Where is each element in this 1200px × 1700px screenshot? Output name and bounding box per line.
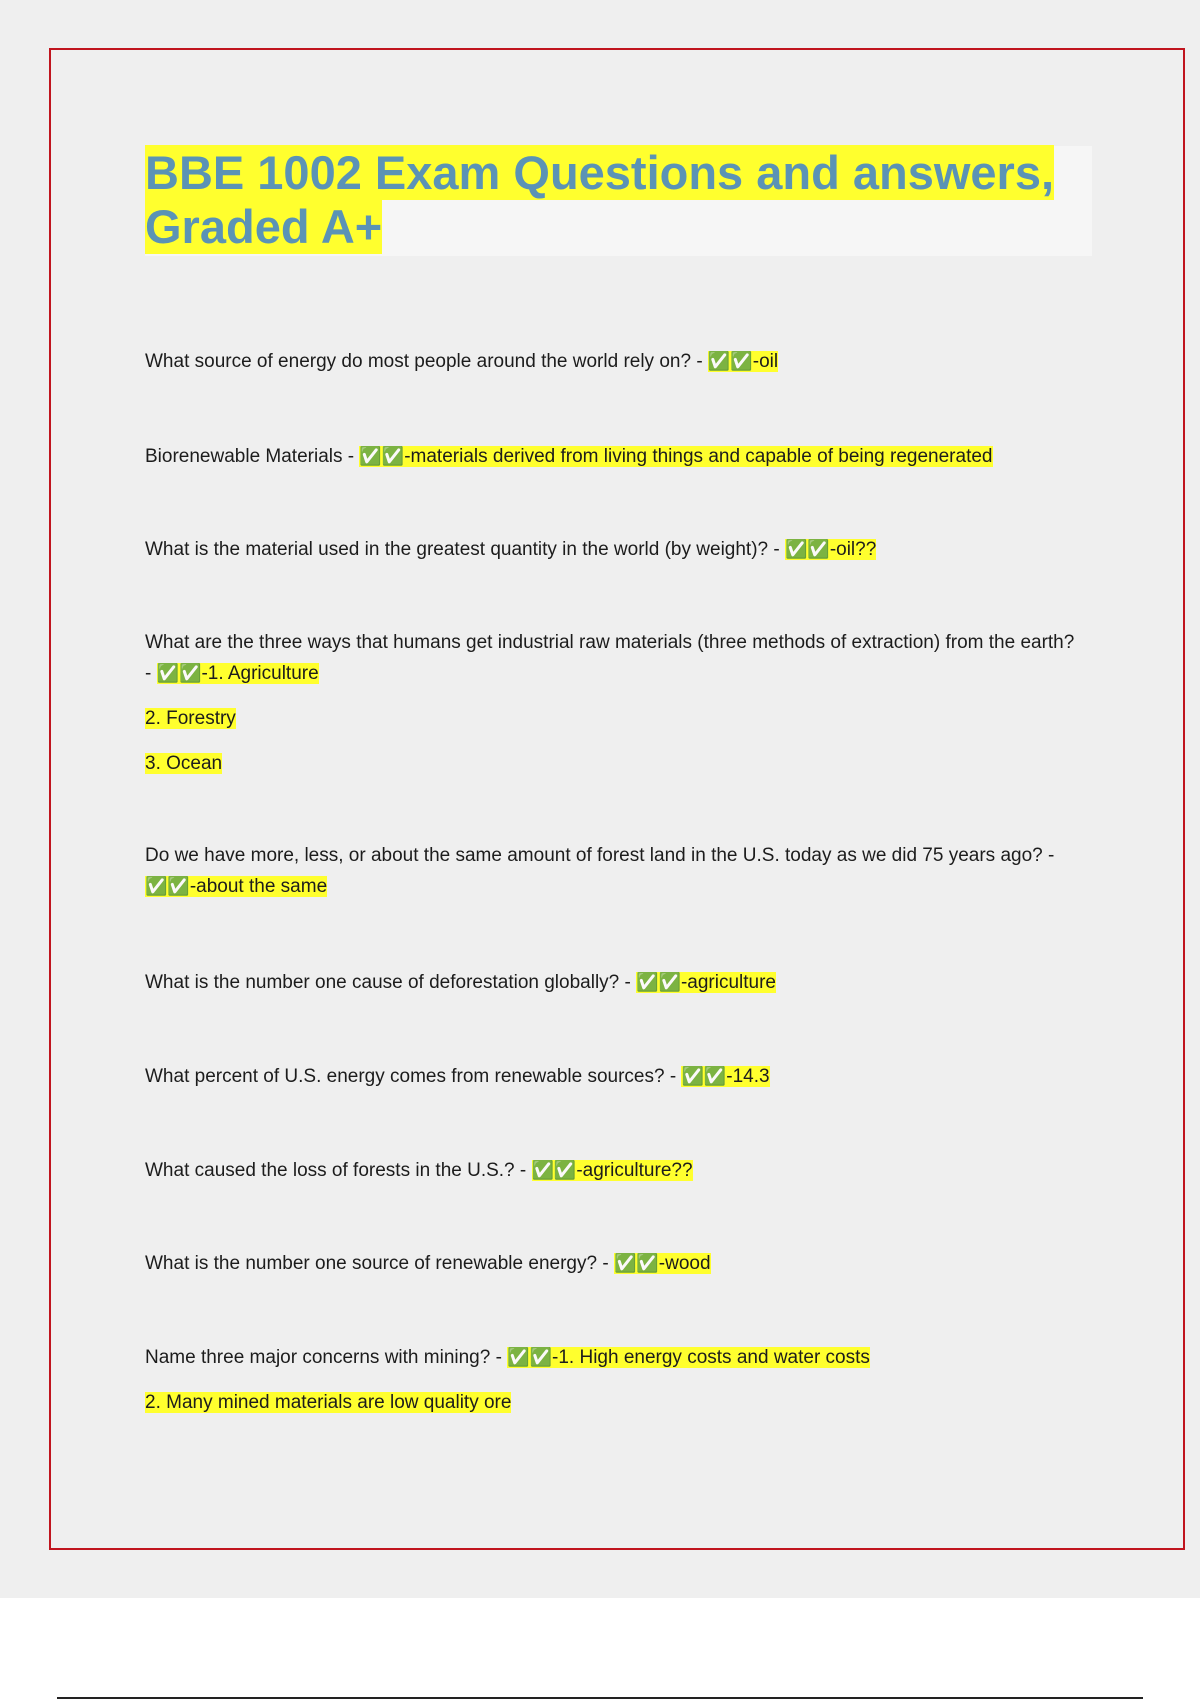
answer-highlight bbox=[532, 1160, 693, 1181]
double-check-icon: ✅✅ bbox=[681, 1066, 727, 1086]
answer-text: -agriculture?? bbox=[576, 1160, 693, 1181]
answer-highlight bbox=[636, 972, 776, 993]
question-text: Do we have more, less, or about the same amount of forest land in the U.S. today as we did 75 years ago? - bbox=[145, 845, 1055, 866]
qa-item-9 bbox=[145, 1248, 1085, 1279]
title-line-2: Graded A+ bbox=[145, 200, 383, 253]
double-check-icon: ✅✅ bbox=[145, 876, 190, 896]
answer-text: -1. Agriculture bbox=[201, 663, 319, 684]
qa-item-10 bbox=[145, 1342, 1085, 1373]
question-text: What is the number one cause of deforestation globally? - bbox=[145, 972, 637, 993]
answer-continuation-text: 2. Many mined materials are low quality ore bbox=[145, 1392, 512, 1413]
answer-highlight bbox=[145, 876, 327, 897]
qa-item-8 bbox=[145, 1155, 1085, 1186]
qa-item-5 bbox=[145, 840, 1085, 902]
double-check-icon: ✅✅ bbox=[707, 351, 753, 371]
answer-highlight bbox=[359, 446, 992, 467]
qa-item-6 bbox=[145, 967, 1085, 998]
answer-highlight bbox=[157, 663, 319, 684]
double-check-icon: ✅✅ bbox=[359, 446, 405, 466]
double-check-icon: ✅✅ bbox=[531, 1160, 577, 1180]
question-text: What are the three ways that humans get industrial raw materials (three methods of extraction) from the earth? - bbox=[145, 632, 1075, 684]
title-line-1: BBE 1002 Exam Questions and answers, bbox=[145, 146, 1055, 199]
question-text: Name three major concerns with mining? - bbox=[145, 1347, 508, 1368]
question-text: Biorenewable Materials - bbox=[145, 446, 360, 467]
double-check-icon: ✅✅ bbox=[784, 539, 830, 559]
answer-highlight bbox=[681, 1066, 769, 1087]
page-frame bbox=[49, 48, 1185, 1550]
answer-highlight bbox=[507, 1347, 870, 1368]
answer-continuation bbox=[145, 1389, 511, 1417]
question-text: What is the material used in the greatest quantity in the world (by weight)? - bbox=[145, 539, 785, 560]
qa-item-4 bbox=[145, 627, 1085, 689]
answer-text: -1. High energy costs and water costs bbox=[552, 1347, 870, 1368]
document-title bbox=[145, 146, 1095, 254]
double-check-icon: ✅✅ bbox=[636, 972, 681, 992]
question-text: What percent of U.S. energy comes from renewable sources? - bbox=[145, 1066, 682, 1087]
qa-item-3 bbox=[145, 534, 1085, 565]
answer-text: -about the same bbox=[189, 876, 328, 897]
qa-item-1 bbox=[145, 346, 1085, 377]
answer-continuation-text: 3. Ocean bbox=[145, 753, 223, 774]
footer-rule bbox=[57, 1697, 1143, 1699]
answer-text: -materials derived from living things and capable of being regenerated bbox=[404, 446, 993, 467]
question-text: What is the number one source of renewable energy? - bbox=[145, 1253, 614, 1274]
qa-item-7 bbox=[145, 1061, 1085, 1092]
answer-continuation-text: 2. Forestry bbox=[145, 708, 236, 729]
answer-highlight bbox=[614, 1253, 711, 1274]
answer-text: -wood bbox=[658, 1253, 711, 1274]
answer-text: -oil?? bbox=[829, 539, 877, 560]
answer-highlight bbox=[785, 539, 876, 560]
answer-highlight bbox=[708, 351, 778, 372]
answer-continuation bbox=[145, 705, 236, 733]
double-check-icon: ✅✅ bbox=[613, 1253, 659, 1273]
answer-text: -agriculture bbox=[680, 972, 776, 993]
double-check-icon: ✅✅ bbox=[507, 1347, 553, 1367]
answer-text: -14.3 bbox=[726, 1066, 770, 1087]
qa-item-2 bbox=[145, 441, 1085, 472]
question-text: What source of energy do most people around the world rely on? - bbox=[145, 351, 708, 372]
question-text: What caused the loss of forests in the U.S.? - bbox=[145, 1160, 532, 1181]
double-check-icon: ✅✅ bbox=[156, 663, 202, 683]
answer-text: -oil bbox=[752, 351, 779, 372]
answer-continuation bbox=[145, 750, 222, 778]
